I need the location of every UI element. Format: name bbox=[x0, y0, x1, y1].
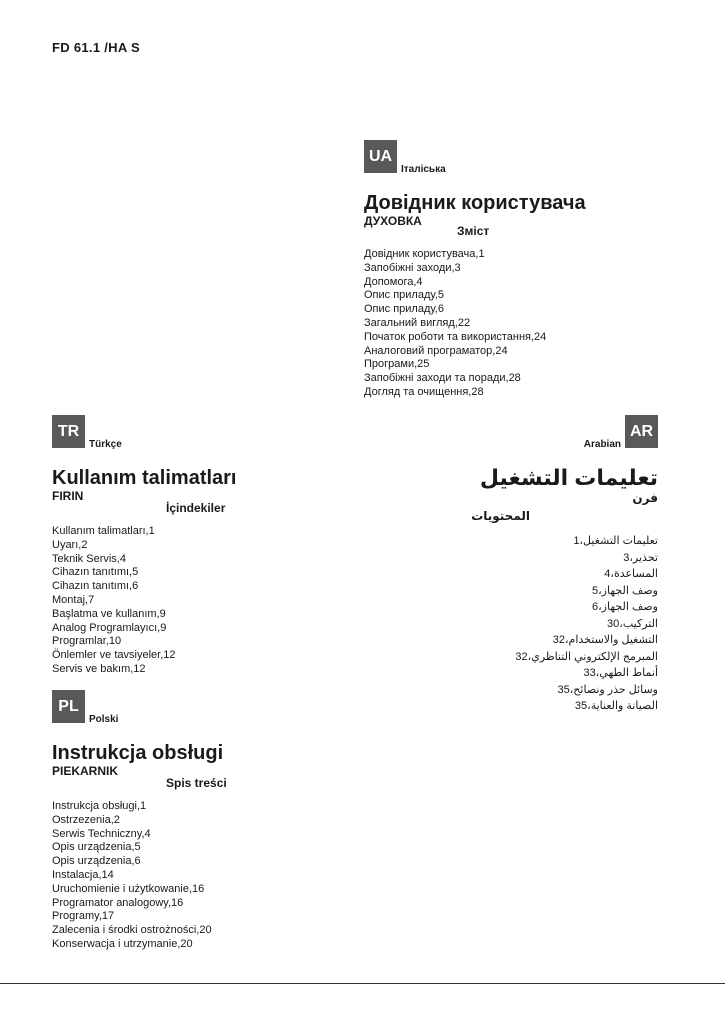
section-ua bbox=[364, 140, 586, 400]
toc-item[interactable]: التركيب،30 bbox=[607, 617, 658, 630]
language-header bbox=[52, 690, 227, 723]
toc-item[interactable]: Uyarı,2 bbox=[52, 538, 88, 551]
toc-item[interactable]: Початок роботи та використання,24 bbox=[364, 330, 547, 343]
toc-item[interactable]: Ostrzezenia,2 bbox=[52, 813, 120, 826]
toc-item[interactable]: وصف الجهاز،5 bbox=[591, 584, 658, 597]
manual-title: تعليمات التشغيل bbox=[479, 465, 658, 490]
toc-item[interactable]: Instalacja,14 bbox=[52, 868, 114, 881]
toc-item[interactable]: Запобіжні заходи та поради,28 bbox=[364, 372, 521, 385]
toc-item[interactable]: وسائل حذر ونصائح،35 bbox=[557, 683, 658, 696]
toc-item[interactable]: Zalecenia i środki ostrożności,20 bbox=[52, 924, 212, 937]
toc-item[interactable]: Cihazın tanıtımı,5 bbox=[52, 566, 139, 579]
toc-item[interactable]: Montaj,7 bbox=[52, 593, 95, 606]
section-tr bbox=[52, 415, 237, 677]
toc-item[interactable]: Опис приладу,5 bbox=[364, 289, 444, 302]
toc-item[interactable]: Konserwacja i utrzymanie,20 bbox=[52, 937, 193, 950]
language-name: Arabian bbox=[583, 439, 621, 450]
toc-item[interactable]: تعليمات التشغيل،1 bbox=[573, 535, 658, 547]
toc-item[interactable]: Uruchomienie i użytkowanie,16 bbox=[52, 882, 205, 895]
toc-item[interactable]: Довідник користувача,1 bbox=[364, 248, 485, 260]
table-of-contents bbox=[364, 248, 586, 400]
manual-title: Kullanım talimatları bbox=[52, 467, 237, 489]
appliance-type: ДУХОВКА bbox=[364, 214, 422, 228]
toc-item[interactable]: Teknik Servis,4 bbox=[52, 552, 126, 565]
toc-item[interactable]: Запобіжні заходи,3 bbox=[364, 261, 461, 274]
language-badge: PL bbox=[52, 690, 85, 723]
appliance-type: PIEKARNIK bbox=[52, 764, 119, 778]
toc-item[interactable]: Загальний вигляд,22 bbox=[364, 316, 471, 329]
language-badge: UA bbox=[364, 140, 397, 173]
toc-item[interactable]: Programy,17 bbox=[52, 910, 115, 923]
language-header bbox=[358, 415, 658, 448]
toc-heading: Зміст bbox=[457, 224, 490, 238]
manual-title: Довідник користувача bbox=[364, 192, 586, 214]
language-name: Polski bbox=[89, 714, 119, 725]
language-name: Türkçe bbox=[89, 439, 122, 450]
language-name: Італіська bbox=[401, 164, 446, 175]
toc-item[interactable]: المبرمج الإلكتروني التناظري،32 bbox=[515, 650, 658, 663]
toc-item[interactable]: Догляд та очищення,28 bbox=[364, 385, 484, 398]
toc-item[interactable]: التشغيل والاستخدام،32 bbox=[552, 634, 658, 646]
toc-item[interactable]: Cihazın tanıtımı,6 bbox=[52, 580, 139, 593]
toc-item[interactable]: الصيانة والعناية،35 bbox=[574, 700, 658, 712]
toc-heading: İçindekiler bbox=[166, 501, 226, 515]
toc-item[interactable]: المساعدة،4 bbox=[604, 568, 658, 580]
toc-item[interactable]: Opis urządzenia,6 bbox=[52, 855, 141, 868]
toc-item[interactable]: Аналоговий програматор,24 bbox=[364, 344, 508, 357]
toc-item[interactable]: وصف الجهاز،6 bbox=[591, 601, 658, 613]
toc-item[interactable]: Programlar,10 bbox=[52, 635, 122, 648]
language-badge: TR bbox=[52, 415, 85, 448]
language-header bbox=[52, 415, 237, 448]
table-of-contents bbox=[52, 800, 227, 952]
toc-item[interactable]: Допомога,4 bbox=[364, 275, 423, 288]
toc-item[interactable]: Опис приладу,6 bbox=[364, 303, 444, 316]
toc-item[interactable]: Önlemler ve tavsiyeler,12 bbox=[52, 649, 176, 662]
toc-item[interactable]: Programator analogowy,16 bbox=[52, 896, 184, 909]
language-header bbox=[364, 140, 586, 173]
toc-item[interactable]: Servis ve bakım,12 bbox=[52, 662, 146, 675]
toc-item[interactable]: أنماط الطهي،33 bbox=[583, 667, 658, 679]
section-pl bbox=[52, 690, 227, 952]
toc-item[interactable]: Kullanım talimatları,1 bbox=[52, 525, 155, 537]
toc-heading: Spis treści bbox=[166, 776, 227, 790]
footer-divider bbox=[0, 983, 725, 984]
toc-item[interactable]: Instrukcja obsługi,1 bbox=[52, 800, 147, 812]
appliance-type: فرن bbox=[632, 491, 658, 505]
toc-item[interactable]: Analog Programlayıcı,9 bbox=[52, 621, 167, 634]
toc-item[interactable]: تحذير،3 bbox=[623, 551, 658, 564]
model-number: FD 61.1 /HA S bbox=[52, 40, 140, 55]
toc-item[interactable]: Opis urządzenia,5 bbox=[52, 841, 141, 854]
table-of-contents bbox=[358, 533, 658, 715]
toc-item[interactable]: Serwis Techniczny,4 bbox=[52, 827, 151, 840]
language-badge: AR bbox=[625, 415, 658, 448]
table-of-contents bbox=[52, 525, 237, 677]
appliance-type: FIRIN bbox=[52, 489, 84, 503]
section-ar bbox=[358, 415, 658, 715]
toc-item[interactable]: Програми,25 bbox=[364, 358, 430, 371]
toc-heading: المحتويات bbox=[471, 509, 530, 523]
manual-title: Instrukcja obsługi bbox=[52, 742, 224, 764]
toc-item[interactable]: Başlatma ve kullanım,9 bbox=[52, 607, 166, 620]
